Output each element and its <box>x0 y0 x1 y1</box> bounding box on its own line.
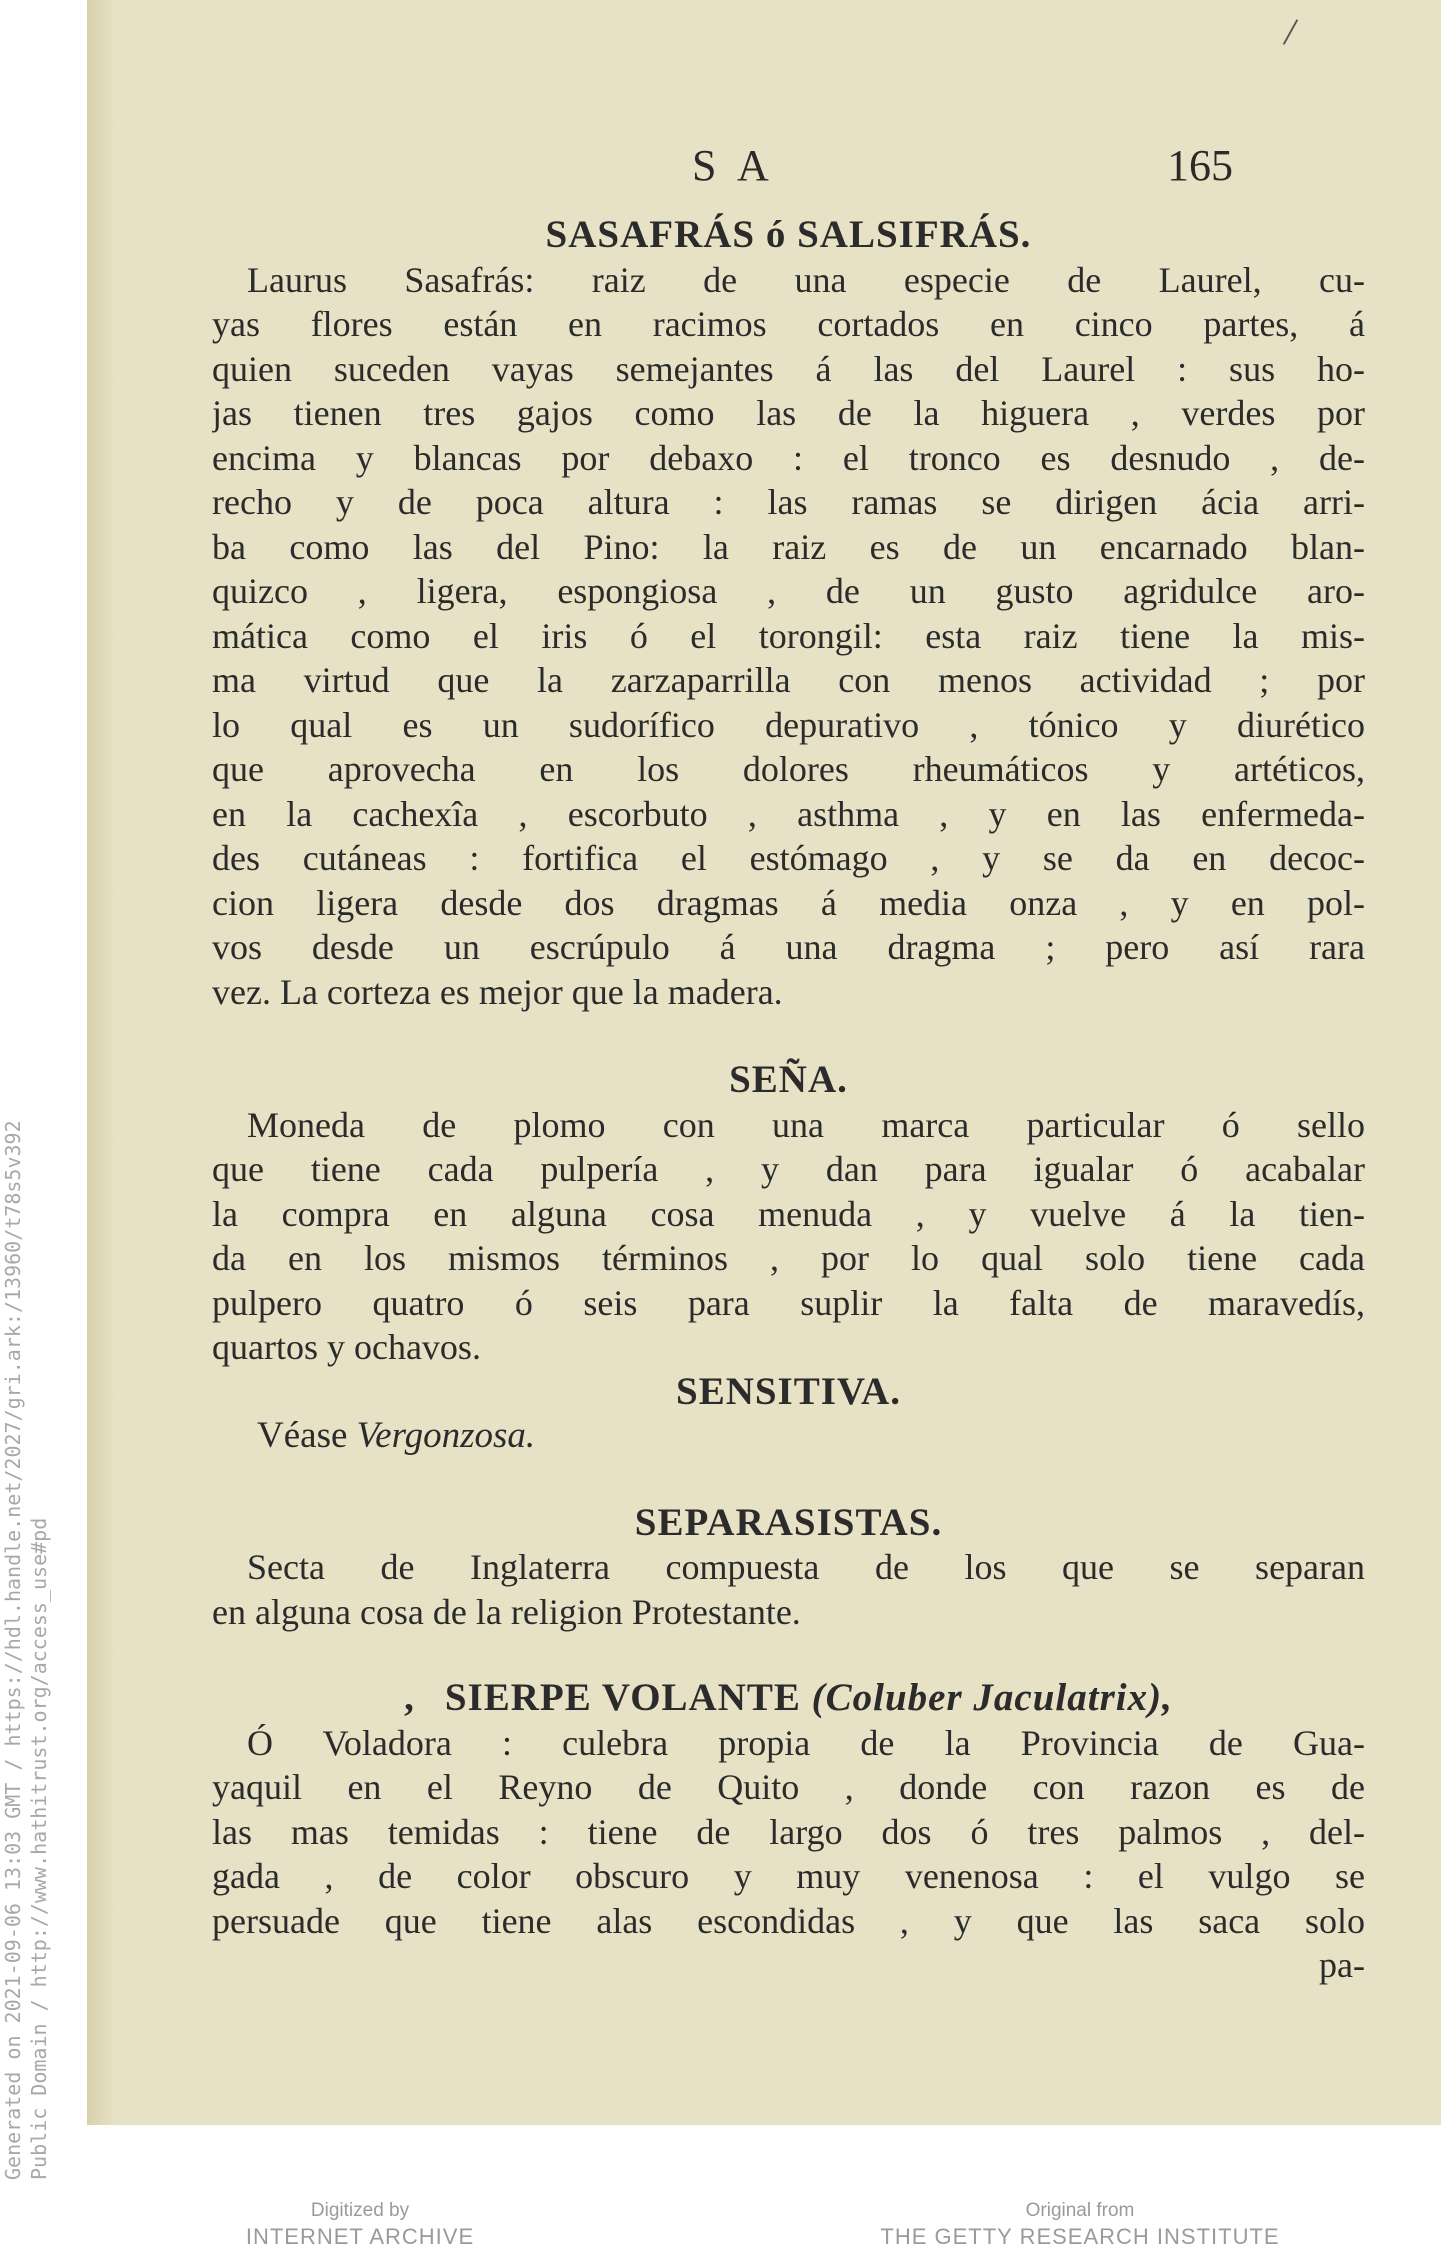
footer <box>0 2200 1441 2255</box>
see-prefix: Véase <box>257 1415 348 1456</box>
text-line: ba como las del Pino: la raiz es de un encarnado blan- <box>212 526 1365 567</box>
text-line: en alguna cosa de la religion Protestante. <box>212 1591 801 1632</box>
running-head-letters: S A <box>692 141 775 190</box>
digitized-by-credit <box>210 2200 510 2252</box>
text-line: que tiene cada pulpería , y dan para igualar ó acabalar <box>212 1149 1365 1189</box>
text-line: quartos y ochavos. <box>212 1327 481 1367</box>
original-from-credit <box>860 2200 1300 2252</box>
running-head <box>87 140 1441 210</box>
text-line: pulpero quatro ó seis para suplir la falta de maravedís, <box>212 1282 1365 1323</box>
dictionary-text <box>212 213 1365 1988</box>
getty-institute-text: THE GETTY RESEARCH INSTITUTE <box>880 2224 1280 2249</box>
entry-title-text: SIERPE VOLANTE <box>444 1676 801 1719</box>
stamp-line-1: Generated on 2021-09-06 13:03 GMT / https://hdl.handle.net/2027/gri.ark:/13960/t78s5v392 <box>1 1120 25 2180</box>
text-line: Ó Voladora : culebra propia de la Provincia de Gua- <box>247 1722 1365 1763</box>
text-line: Moneda de plomo con una marca particular ó sello <box>247 1104 1365 1145</box>
text-line: vez. La corteza es mejor que la madera. <box>212 971 783 1012</box>
text-line: lo qual es un sudorífico depurativo , tónico y diurético <box>212 704 1365 745</box>
entry-body-sena <box>212 1103 1365 1370</box>
entry-title-sierpe-volante <box>212 1676 1365 1721</box>
digitized-by-label: Digitized by <box>310 2200 410 2221</box>
text-line: yaquil en el Reyno de Quito , donde con razon es de <box>212 1767 1365 1807</box>
catchword: pa- <box>1319 1945 1365 1985</box>
scanned-page <box>87 0 1441 2125</box>
entry-spacer <box>212 1014 1365 1058</box>
internet-archive-logo-text: INTERNET ARCHIVE <box>245 2224 475 2249</box>
text-line: Secta de Inglaterra compuesta de los que se separan <box>247 1547 1365 1587</box>
entry-title-sena: SEÑA. <box>729 1058 848 1101</box>
corner-mark: / <box>1281 8 1300 55</box>
text-line: ma virtud que la zarzaparrilla con menos actividad ; por <box>212 660 1365 700</box>
text-line: vos desde un escrúpulo á una dragma ; pero así rara <box>212 927 1365 967</box>
text-line: jas tienen tres gajos como las de la higuera , verdes por <box>212 393 1365 433</box>
entry-title-sensitiva: SENSITIVA. <box>676 1369 901 1413</box>
text-line: recho y de poca altura : las ramas se dirigen ácia arri- <box>212 482 1365 522</box>
text-line: gada , de color obscuro y muy venenosa : el vulgo se <box>212 1856 1365 1896</box>
text-line: las mas temidas : tiene de largo dos ó tres palmos , del- <box>212 1811 1365 1852</box>
entry-body-sierpe-volante <box>212 1721 1365 1988</box>
text-line: que aprovecha en los dolores rheumáticos y artéticos, <box>212 749 1365 789</box>
text-line: mática como el iris ó el torongil: esta raiz tiene la mis- <box>212 615 1365 656</box>
entry-body-sasafras <box>212 258 1365 1015</box>
text-line: encima y blancas por debaxo : el tronco es desnudo , de- <box>212 437 1365 478</box>
entry-spacer <box>212 1459 1365 1501</box>
stamp-line-2: Public Domain / http://www.hathitrust.org/access_use#pd <box>27 1517 51 2180</box>
text-line: da en los mismos términos , por lo qual solo tiene cada <box>212 1238 1365 1278</box>
original-from-label: Original from <box>1025 2200 1135 2221</box>
entry-title-sasafras: SASAFRÁS ó SALSIFRÁS. <box>545 213 1032 256</box>
entry-title-separasistas: SEPARASISTAS. <box>634 1500 943 1544</box>
see-target-link: Vergonzosa. <box>356 1415 536 1456</box>
text-line: la compra en alguna cosa menuda , y vuelve á la tien- <box>212 1193 1365 1234</box>
cross-reference <box>212 1414 1365 1459</box>
text-line: quien suceden vayas semejantes á las del Laurel : sus ho- <box>212 348 1365 389</box>
text-line: cion ligera desde dos dragmas á media onza , y en pol- <box>212 882 1365 923</box>
text-line: des cutáneas : fortifica el estómago , y se da en decoc- <box>212 838 1365 878</box>
stray-mark: , <box>404 1676 415 1719</box>
entry-title-latin: (Coluber Jaculatrix), <box>811 1676 1173 1719</box>
page-number: 165 <box>1167 141 1233 190</box>
text-line: en la cachexîa , escorbuto , asthma , y en las enfermeda- <box>212 793 1365 834</box>
text-line: Laurus Sasafrás: raiz de una especie de Laurel, cu- <box>247 259 1365 300</box>
entry-body-separasistas <box>212 1545 1365 1634</box>
text-line: yas flores están en racimos cortados en cinco partes, á <box>212 304 1365 344</box>
text-line: persuade que tiene alas escondidas , y que las saca solo <box>212 1900 1365 1941</box>
text-line: quizco , ligera, espongiosa , de un gusto agridulce aro- <box>212 571 1365 611</box>
entry-spacer <box>212 1634 1365 1676</box>
